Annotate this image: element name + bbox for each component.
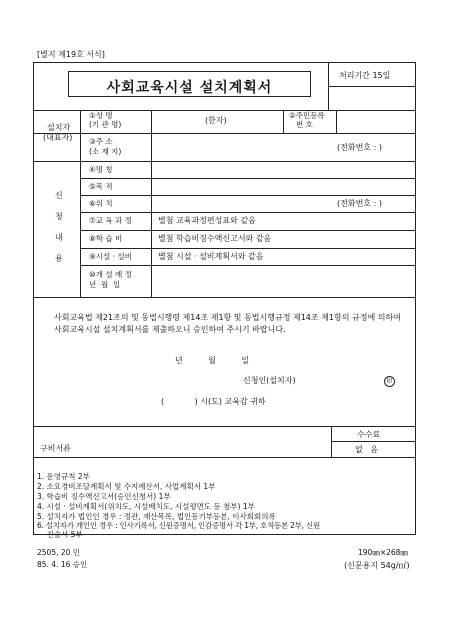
fee-value: 없 음 — [355, 445, 379, 454]
row-label-fee: ⑧학 습 비 — [89, 234, 123, 243]
resident-no-label-1: ②주민등록 — [289, 111, 325, 120]
address-label-2: (소 재 지) — [89, 147, 122, 156]
location-phone: (전화번호 : ) — [337, 199, 382, 208]
row-value-curriculum: 별첨 교육과정편성표와 같음 — [158, 216, 256, 225]
hanja-label: (한자) — [205, 116, 227, 125]
form-number-label: [별지 제19호 서식] — [37, 50, 105, 59]
applicant-group-label-2: (대표자) — [43, 133, 73, 142]
resident-no-label-2: 번 호 — [296, 120, 313, 129]
doc-item: 진술서 5부 — [37, 530, 83, 539]
side-label-char: 용 — [55, 254, 63, 263]
footer-paper: (신문용지 54g/㎡) — [344, 561, 410, 570]
address-label-1: ③주 소 — [89, 137, 113, 146]
applicant-group-label-1: 설치자 — [47, 123, 71, 132]
footer-size: 190㎜×268㎜ — [358, 548, 408, 557]
row-label-curriculum: ⑦교 육 과 정 — [89, 216, 132, 225]
row-label-name: ④명 칭 — [89, 165, 113, 174]
row-label-opening-date: ⑩개 설 예 정 년 월 일 — [89, 270, 132, 289]
name-label-2: (기 관 명) — [89, 120, 122, 129]
applicant-sign-label: 신청인(설치자) — [243, 376, 296, 385]
footer-code: 2505, 20 민 — [37, 548, 81, 557]
doc-item: 1. 운영규칙 2부 — [37, 472, 90, 481]
docs-title: 구비서류 — [40, 444, 71, 453]
fee-label: 수수료 — [357, 430, 381, 439]
name-label-1: ①성 명 — [89, 111, 113, 120]
title-box — [68, 71, 311, 97]
statement-text: 사회교육법 제21조의 및 동법시행령 제14조 제1항 및 동법시행규정 제14조 제1항의 규정에 의하여 사회교육시설 설치계획서를 제출하오니 승인하여 주시기 바랍니다. — [54, 313, 401, 334]
row-label-purpose: ⑤목 적 — [89, 182, 113, 191]
doc-item: 5. 설치자가 법인인 경우 : 정관, 재산목록, 법인등기부등본, 이사회회의록 — [37, 512, 276, 521]
doc-item: 6. 설치자가 개인인 경우 : 인사기록서, 신원증명서, 인감증명서 각 1부, 호적등본 2부, 신원 — [37, 521, 320, 530]
row-value-facility: 별첨 시설 · 설비계획서와 같음 — [158, 252, 264, 261]
doc-item: 3. 학습비 징수액신고서(승인신청서) 1부 — [37, 492, 171, 501]
addressee: ( ) 시(도) 교육감 귀하 — [161, 397, 266, 406]
page-title: 사회교육시설 설치계획서 — [106, 80, 273, 96]
seal-mark: 印 — [384, 376, 395, 387]
doc-item: 2. 소요경비조달계획서 및 수지예산서, 사업계획서 1부 — [37, 482, 216, 491]
processing-period: 처리기간 15일 — [339, 71, 391, 80]
row-label-location: ⑥위 치 — [89, 199, 113, 208]
address-phone: (전화번호 : ) — [337, 143, 382, 152]
doc-item: 4. 시설 · 설비계획서(위치도, 시설배치도, 시설평면도 등 첨부) 1부 — [37, 502, 255, 511]
row-value-fee: 별첨 학습비징수액신고서와 같음 — [158, 234, 272, 243]
side-label-char: 내 — [55, 233, 63, 242]
date-line: 년 월 일 — [175, 356, 250, 365]
side-label-char: 청 — [55, 212, 63, 221]
footer-approval: 85. 4. 16 승인 — [37, 560, 88, 569]
row-label-facility: ⑨시설 · 설비 — [89, 252, 132, 261]
side-label-char: 신 — [55, 191, 63, 200]
